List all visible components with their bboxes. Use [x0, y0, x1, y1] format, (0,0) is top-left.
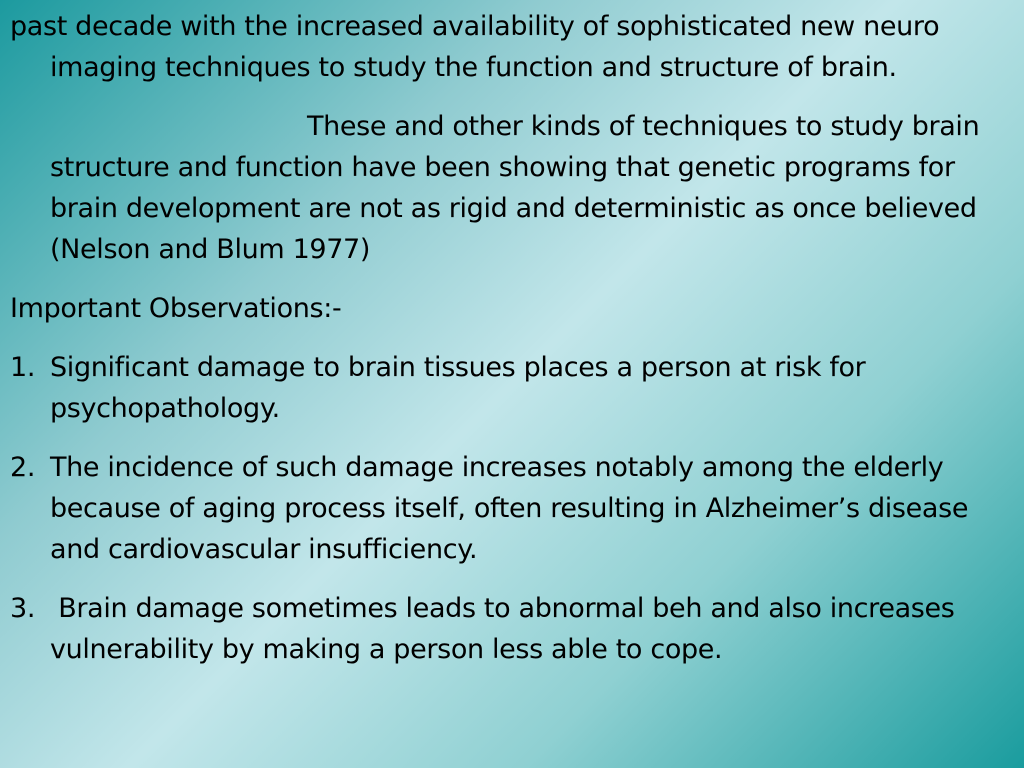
- observations-heading: Important Observations:-: [10, 293, 342, 324]
- observation-number: 3.: [10, 593, 36, 624]
- observation-number: 1.: [10, 352, 36, 383]
- slide-content: [10, 6, 1014, 670]
- observation-text: The incidence of such damage increases notably among the elderly because of aging process itself, often resulting in Alzheimer’s disease and cardiovascular insufficiency.: [50, 452, 969, 565]
- observation-item-1: [10, 347, 1014, 429]
- observation-text: Significant damage to brain tissues places a person at risk for psychopathology.: [50, 352, 866, 424]
- paragraph-intro: past decade with the increased availability of sophisticated new neuro imaging techniques to study the function and structure of brain.: [10, 11, 940, 83]
- observation-number: 2.: [10, 452, 36, 483]
- paragraph-techniques: These and other kinds of techniques to study brain structure and function have been showing that genetic programs for brain development are not as rigid and deterministic as once believed (Nelson and Blum 1977): [50, 111, 980, 265]
- observation-text: Brain damage sometimes leads to abnormal beh and also increases vulnerability by making a person less able to cope.: [50, 593, 963, 665]
- observation-item-2: [10, 447, 1014, 570]
- observation-item-3: [10, 588, 1014, 670]
